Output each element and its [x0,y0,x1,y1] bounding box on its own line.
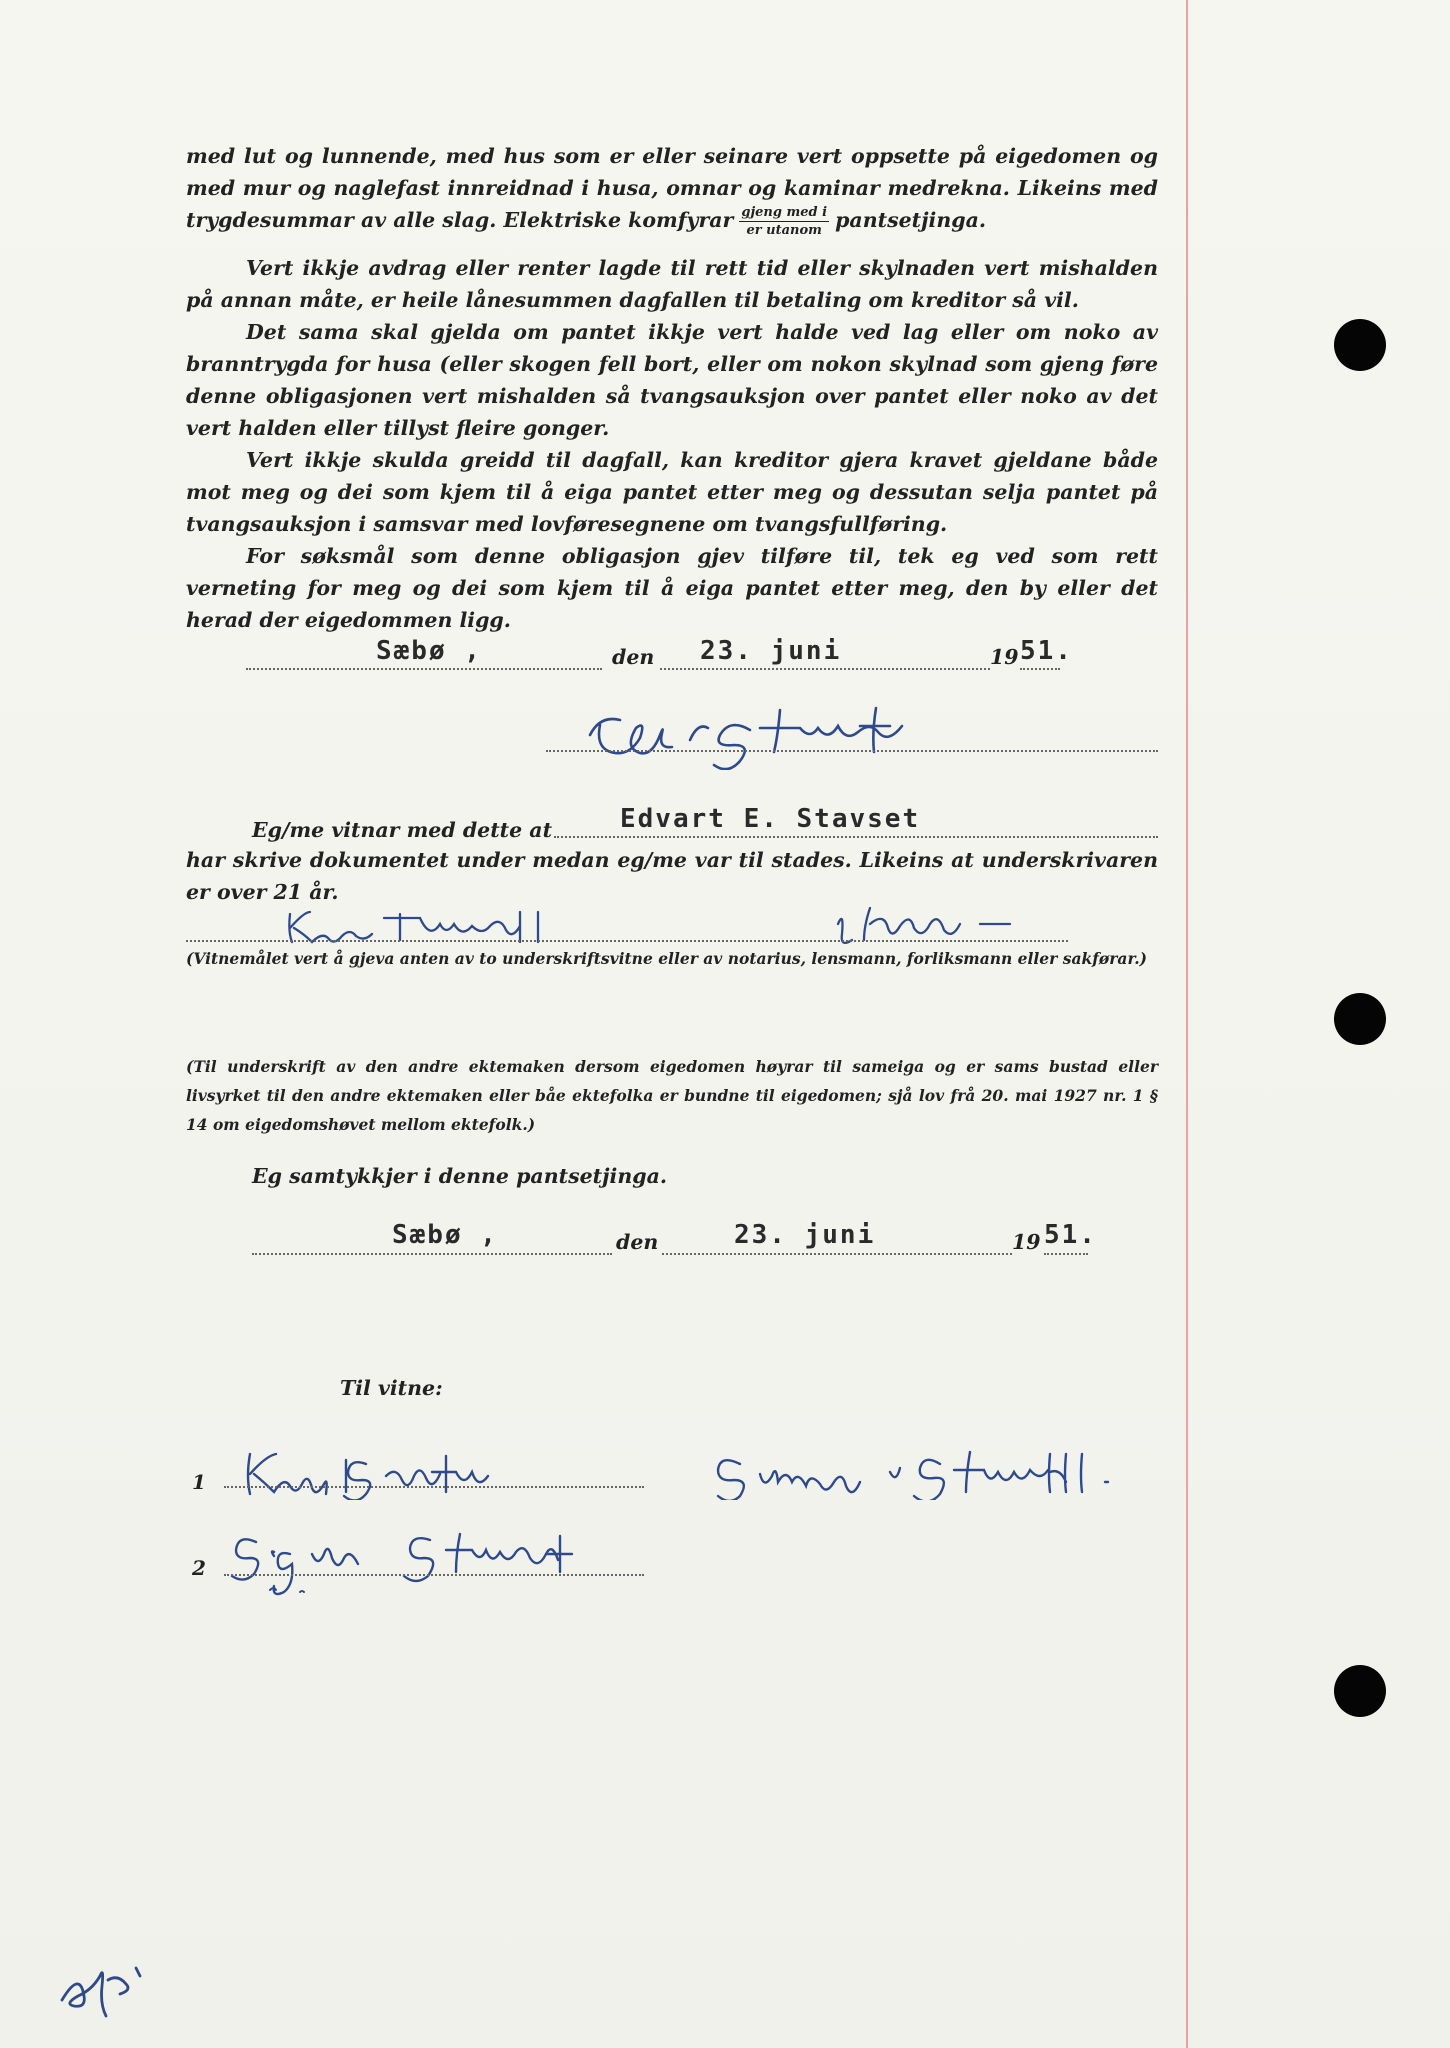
til-vitne-label: Til vitne: [340,1376,443,1400]
year-field-2: 51. [1044,1220,1097,1250]
clause-3-text: Det sama skal gjelda om pantet ikkje vert halde ved lag eller om noko av branntrygda for husa (eller skogen fell bort, eller om nokon skylnad som gjeng føre denne obligasjonen vert mishalden så tvangsauksjon over pantet eller noko av det vert halden eller tillyst fleire gonger. [186,320,1158,440]
consent-witness-line-2 [224,1574,644,1576]
year-line-2 [1044,1253,1088,1255]
year-prefix: 19 [990,645,1019,669]
witness-signature-line [186,940,1068,942]
den-label: den [612,645,655,669]
margin-initials [52,1950,162,2020]
date-field: 23. juni [700,636,842,666]
consent-witness-signature-1 [236,1446,576,1500]
consent-witness-line-1 [224,1486,644,1488]
mortgage-clause-3 [186,316,1158,444]
clause-4-text: Vert ikkje skulda greidd til dagfall, kan kreditor gjera kravet gjeldane både mot meg og dei som kjem til å eiga pantet etter meg og dessutan selja pantet på tvangsauksjon i samsvar med lovføresegnene om tvangsfullføring. [186,448,1158,536]
mortgage-clause-5 [186,540,1158,636]
date-field-2: 23. juni [734,1220,876,1250]
consent-witness-signature-2 [230,1528,650,1598]
spouse-signature [710,1446,1170,1500]
clause-1-text: med lut og lunnende, med hus som er eller seinare vert oppsette på eigedomen og med mur og naglefast innreidnad i husa, omnar og kaminar medrekna. Likeins med trygdesummar av alle slag. Elektriske komfyrar [186,144,1158,232]
place-line [246,668,602,670]
stove-fraction [739,205,829,238]
signature-line [546,750,1158,752]
mortgage-clause-4 [186,444,1158,540]
clause-5-text: For søksmål som denne obligasjon gjev tilføre til, tek eg ved som rett verneting for meg og dei som kjem til å eiga pantet etter meg, den by eller det herad der eigedommen ligg. [186,544,1158,632]
clause-2-text: Vert ikkje avdrag eller renter lagde til rett tid eller skylnaden vert mishalden på annan måte, er heile lånesummen dagfallen til betaling om kreditor så vil. [186,256,1158,312]
clause-1-end: pantsetjinga. [835,208,986,232]
punch-hole [1334,1665,1386,1717]
debtor-signature [580,700,980,770]
year-field: 51. [1020,636,1073,666]
place-line-2 [252,1253,612,1255]
witness-name-field: Edvart E. Stavset [620,804,921,834]
witness-name-line [554,836,1158,838]
spouse-note: (Til underskrift av den andre ektemaken dersom eigedomen høyrar til sameiga og er sams bustad eller livsyrket til den andre ektemaken eller båe ektefolka er bundne til eigedomen; sjå lov frå 20. mai 1927 nr. 1 § 14 om eigedomshøvet mellom ektefolk.) [186,1057,1158,1134]
mortgage-clause-1 [186,140,1158,238]
witness-number-2: 2 [192,1556,206,1580]
year-prefix-2: 19 [1012,1230,1041,1254]
witness-statement-text: har skrive dokumentet under medan eg/me var til stades. Likeins at underskrivaren er over 21 år. [186,848,1158,904]
date-line [660,668,990,670]
date-line-2 [662,1253,1012,1255]
consent-text: Eg samtykkjer i denne pantsetjinga. [252,1164,667,1188]
year-line [1020,668,1060,670]
witness-number-1: 1 [192,1470,206,1494]
den-label-2: den [616,1230,659,1254]
punch-hole [1334,319,1386,371]
witness-label: Eg/me vitnar med dette at [252,818,553,842]
fraction-bottom: er utanom [746,223,822,238]
punch-hole [1334,993,1386,1045]
place-field-2: Sæbø , [392,1220,498,1250]
fraction-top: gjeng med i [741,205,828,220]
witness-note: (Vitnemålet vert å gjeva anten av to underskriftsvitne eller av notarius, lensmann, forliksmann eller sakførar.) [186,949,1147,968]
witness-statement [186,844,1158,908]
place-field: Sæbø , [376,636,482,666]
margin-rule [1186,0,1188,2048]
mortgage-clause-2 [186,252,1158,316]
